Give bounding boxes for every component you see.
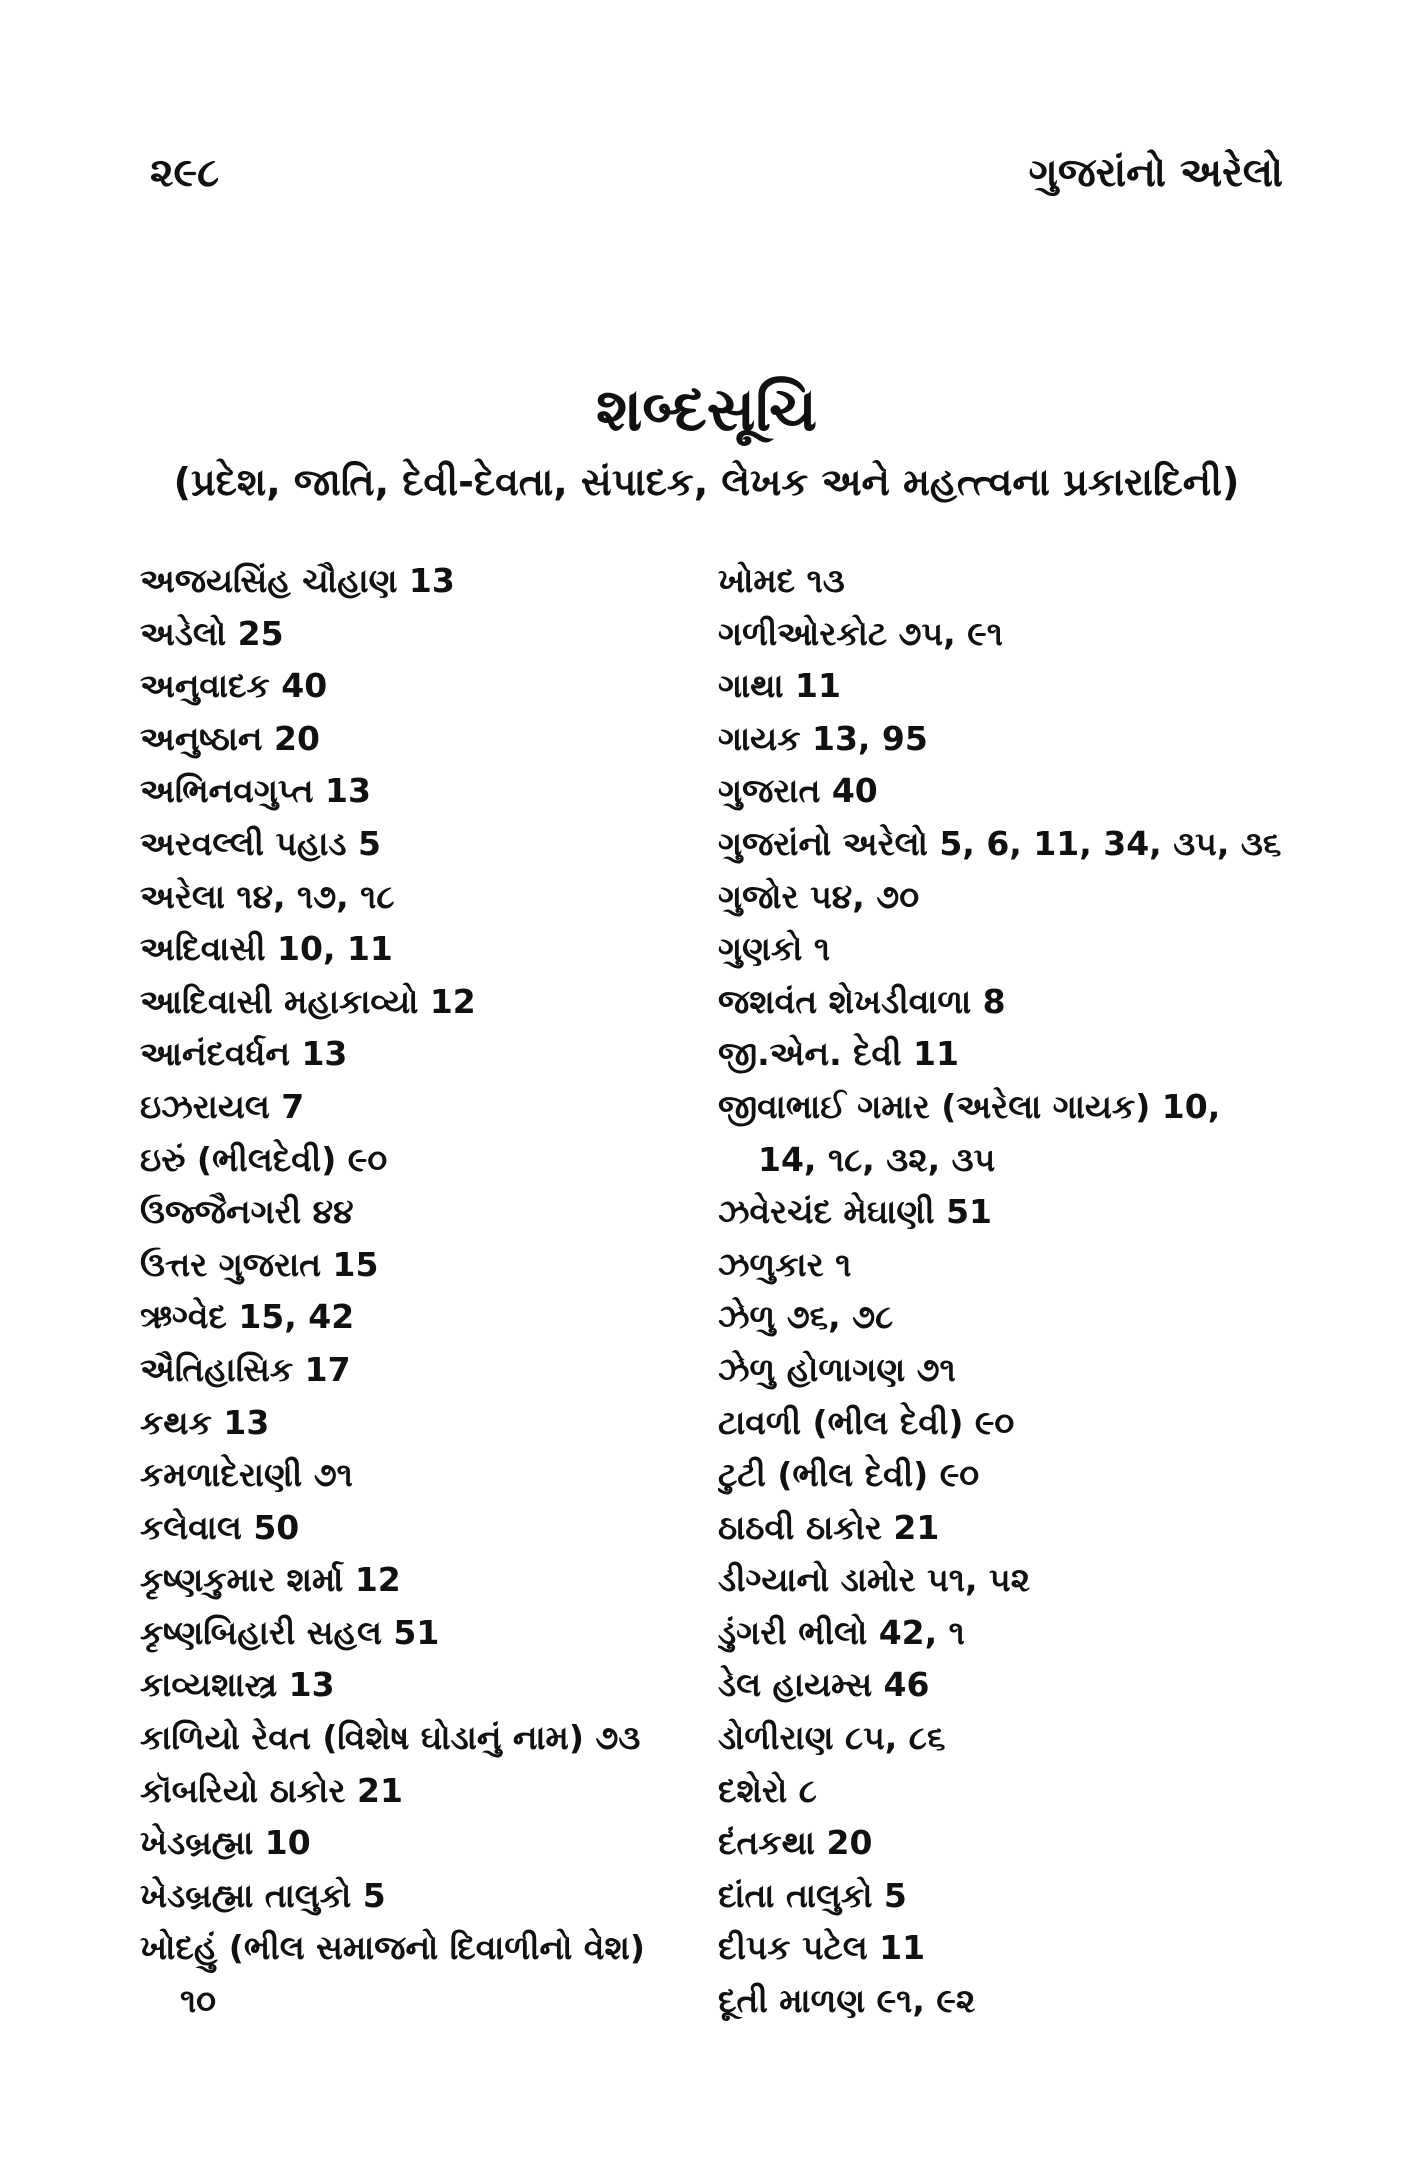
index-entry: ઝેળુ ૭૬, ૭૮ — [718, 1297, 894, 1337]
index-entry: ઝળુકાર ૧ — [718, 1244, 852, 1284]
index-entry: ઋગ્વેદ 15, 42 — [140, 1297, 355, 1337]
index-entry: ગુણકો ૧ — [718, 929, 831, 969]
page-number: ૨૯૮ — [150, 150, 220, 196]
index-entry: દાંતા તાલુકો 5 — [718, 1875, 907, 1915]
index-entry-continuation: 14, ૧૮, ૩૨, ૩૫ — [758, 1139, 996, 1179]
index-entry: દશેરો ૮ — [718, 1770, 817, 1810]
index-entry: કાવ્યશાસ્ત્ર 13 — [140, 1665, 335, 1705]
index-entry: કૃષ્ણકુમાર શર્મા 12 — [140, 1560, 401, 1600]
index-entry: ગુજરાત 40 — [718, 771, 878, 811]
index-column-right — [718, 555, 1318, 2028]
index-entry: આનંદવર્ધન 13 — [140, 1034, 348, 1074]
index-column-left — [140, 555, 700, 2028]
index-entry-continuation: ૧૦ — [180, 1981, 217, 2021]
index-entry: ગાયક 13, 95 — [718, 718, 928, 758]
index-entry: ખોદહું (ભીલ સમાજનો દિવાળીનો વેશ) — [140, 1928, 645, 1968]
index-entry: ઉત્તર ગુજરાત 15 — [140, 1244, 379, 1284]
page-header — [150, 150, 1283, 210]
index-subtitle: (પ્રદેશ, જાતિ, દેવી-દેવતા, સંપાદક, લેખક અને મહત્ત્વના પ્રકારાદિની) — [173, 460, 1240, 504]
index-entry: અડેલો 25 — [140, 613, 284, 653]
index-entry: ખેડબ્રહ્મા તાલુકો 5 — [140, 1875, 386, 1915]
index-entry: ઇરું (ભીલદેવી) ૯૦ — [140, 1139, 388, 1179]
index-entry: અભિનવગુપ્ત 13 — [140, 771, 371, 811]
index-entry: જીવાભાઈ ગમાર (અરેલા ગાયક) 10, — [718, 1086, 1221, 1126]
index-entry: અદિવાસી 10, 11 — [140, 929, 393, 969]
index-entry: ગુજોર ૫૪, ૭૦ — [718, 876, 920, 916]
index-entry: દૂતી માળણ ૯૧, ૯૨ — [718, 1981, 976, 2021]
index-entry: ડુંગરી ભીલો 42, ૧ — [718, 1612, 965, 1652]
index-entry: જી.એન. દેવી 11 — [718, 1034, 959, 1074]
index-entry: જશવંત શેખડીવાળા 8 — [718, 981, 1006, 1021]
index-entry: કથક 13 — [140, 1402, 270, 1442]
index-entry: ગળીઓરકોટ ૭૫, ૯૧ — [718, 613, 1003, 653]
index-entry: દીપક પટેલ 11 — [718, 1928, 926, 1968]
index-entry: ખોમદ ૧૩ — [718, 561, 845, 600]
index-entry: કમળાદેરાણી ૭૧ — [140, 1455, 353, 1495]
index-entry: અજયસિંહ ચૌહાણ 13 — [140, 561, 455, 600]
index-entry: ડીગ્યાનો ડામોર ૫૧, ૫૨ — [718, 1560, 1031, 1600]
index-entry: ઝેળુ હોળાગણ ૭૧ — [718, 1349, 956, 1389]
index-title: શબ્દસૂચિ — [596, 375, 817, 445]
index-entry: ઠાઠવી ઠાકોર 21 — [718, 1507, 940, 1547]
index-entry: દંતકથા 20 — [718, 1823, 873, 1863]
index-entry: ખેડબ્રહ્મા 10 — [140, 1823, 311, 1863]
index-entry: અરવલ્લી પહાડ 5 — [140, 823, 382, 863]
index-entry: ઐતિહાસિક 17 — [140, 1349, 351, 1389]
index-entry: ડેલ હાયમ્સ 46 — [718, 1665, 930, 1705]
index-entry: આદિવાસી મહાકાવ્યો 12 — [140, 981, 476, 1021]
index-entry: અનુવાદક 40 — [140, 666, 328, 706]
index-entry: કૃષ્ણબિહારી સહલ 51 — [140, 1612, 440, 1652]
index-entry: અરેલા ૧૪, ૧૭, ૧૮ — [140, 876, 395, 916]
index-entry: ડોળીરાણ ૮૫, ૮૬ — [718, 1718, 946, 1758]
index-entry: ઝવેરચંદ મેઘાણી 51 — [718, 1192, 992, 1232]
index-entry: કૉબરિયો ઠાકોર 21 — [140, 1770, 403, 1810]
index-entry: ટાવળી (ભીલ દેવી) ૯૦ — [718, 1402, 1015, 1442]
index-entry: કલેવાલ 50 — [140, 1507, 300, 1547]
index-entry: ઇઝરાયલ 7 — [140, 1086, 305, 1126]
index-entry: ગુજરાંનો અરેલો 5, 6, 11, 34, ૩૫, ૩૬ — [718, 823, 1282, 863]
index-entry: ઉજ્જૈનગરી ૪૪ — [140, 1192, 354, 1232]
index-entry: ગાથા 11 — [718, 666, 841, 706]
index-entry: કાળિયો રેવત (વિશેષ ઘોડાનું નામ) ૭૩ — [140, 1718, 641, 1758]
index-entry: ટુટી (ભીલ દેવી) ૯૦ — [718, 1455, 980, 1495]
index-entry: અનુષ્ઠાન 20 — [140, 718, 320, 758]
running-title: ગુજરાંનો અરેલો — [1028, 150, 1283, 196]
